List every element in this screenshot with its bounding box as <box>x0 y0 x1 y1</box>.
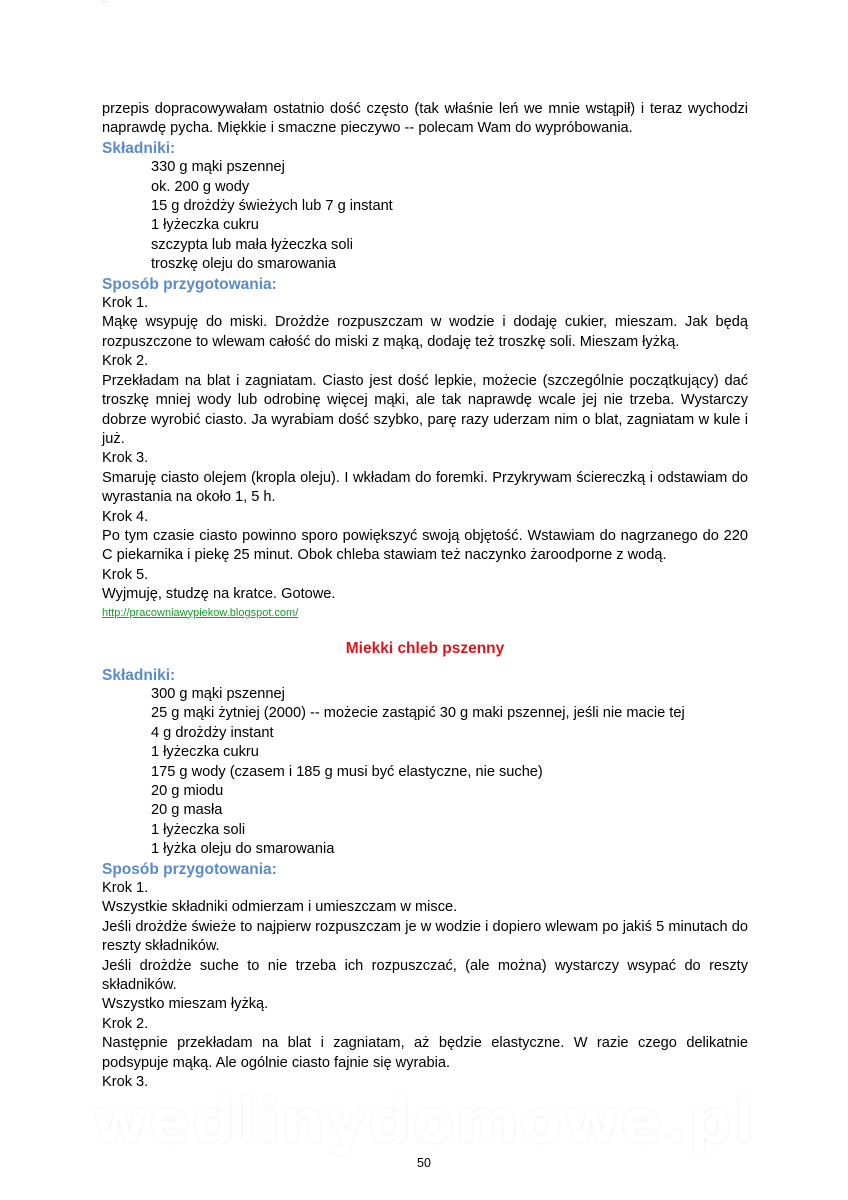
ingredient-item: 1 łyżeczka cukru <box>151 217 259 234</box>
intro-paragraph: przepis dopracowywałam ostatnio dość często (tak właśnie leń we mnie wstąpił) i teraz wychodzi naprawdę pycha. Miękkie i smaczne pieczywo -- polecam Wam do wypróbowania. <box>102 101 748 137</box>
step-text: Po tym czasie ciasto powinno sporo powiększyć swoją objętość. Wstawiam do nagrzanego do 220 C piekarnika i piekę 25 minut. Obok chleba stawiam też naczynko żaroodporne z wodą. <box>102 527 748 564</box>
step-label: Krok 4. <box>102 508 149 525</box>
header-mark: -- <box>102 0 108 6</box>
recipe-title: Miekki chleb pszenny <box>345 639 505 657</box>
step-text: Smaruję ciasto olejem (kropla oleju). I wkładam do foremki. Przykrywam ściereczką i odstawiam do wyrastania na około 1, 5 h. <box>102 469 748 506</box>
ingredient-item: ok. 200 g wody <box>151 178 250 195</box>
step-text: Jeśli drożdże świeże to najpierw rozpuszczam je w wodzie i dopiero wlewam po jakiś 5 minutach do reszty składników. <box>102 918 748 955</box>
step-label: Krok 1. <box>102 880 149 897</box>
watermark: wedlinydomowe.pl <box>91 1087 757 1157</box>
ingredient-item: troszkę oleju do smarowania <box>151 256 336 273</box>
step-text: Wszystko mieszam łyżką. <box>102 996 269 1013</box>
step-text: Jeśli drożdże suche to nie trzeba ich rozpuszczać, (ale można) wystarczy wsypać do reszty składników. <box>102 957 748 994</box>
method-heading-1: Sposób przygotowania: <box>102 275 277 293</box>
ingredient-item: 20 g miodu <box>151 783 224 799</box>
ingredient-item: 330 g mąki pszennej <box>151 159 285 176</box>
page-number: 50 <box>417 1156 431 1170</box>
step-text: Następnie przekładam na blat i zagniatam, aż będzie elastyczne. W razie czego delikatnie podsypuje mąką. Ale ogólnie ciasto fajnie się wyrabia. <box>102 1035 748 1071</box>
step-label: Krok 3. <box>102 1074 149 1091</box>
source-link[interactable]: http://pracowniawypiekow.blogspot.com/ <box>102 606 299 619</box>
ingredient-item: 1 łyżka oleju do smarowania <box>151 841 335 858</box>
ingredients-heading-2: Składniki: <box>102 666 176 684</box>
step-label: Krok 5. <box>102 566 149 583</box>
ingredient-item: szczypta lub mała łyżeczka soli <box>151 236 353 253</box>
step-text: Wszystkie składniki odmierzam i umieszczam w misce. <box>102 899 458 916</box>
step-label: Krok 1. <box>102 295 149 312</box>
step-text: Wyjmuję, studzę na kratce. Gotowe. <box>102 586 336 603</box>
step-label: Krok 2. <box>102 353 149 370</box>
page-content <box>102 100 748 1093</box>
ingredient-item: 25 g mąki żytniej (2000) -- możecie zastąpić 30 g maki pszennej, jeśli nie macie tej <box>151 705 685 722</box>
ingredients-list-2 <box>151 685 748 860</box>
step-label: Krok 3. <box>102 450 149 467</box>
step-label: Krok 2. <box>102 1015 149 1032</box>
ingredient-item: 1 łyżeczka soli <box>151 821 246 838</box>
ingredient-item: 300 g mąki pszennej <box>151 685 285 702</box>
ingredient-item: 4 g drożdży instant <box>151 724 274 741</box>
ingredients-list-1 <box>151 158 748 274</box>
ingredient-item: 175 g wody (czasem i 185 g musi być elastyczne, nie suche) <box>151 763 543 780</box>
step-text: Przekładam na blat i zagniatam. Ciasto jest dość lepkie, możecie (szczególnie początkujący) dać troszkę mniej wody lub odrobinę więcej mąki, ale tak naprawdę wcale jej nie trzeba. Wystarczy dobrze wyrobić ciasto. Ja wyrabiam dość szybko, parę razy uderzam nim o blat, zagniatam w kule i już. <box>102 372 748 447</box>
ingredient-item: 20 g masła <box>151 802 223 819</box>
ingredient-item: 15 g drożdży świeżych lub 7 g instant <box>151 198 393 215</box>
ingredients-heading-1: Składniki: <box>102 139 176 157</box>
step-text: Mąkę wsypuję do miski. Drożdże rozpuszczam w wodzie i dodaję cukier, mieszam. Jak będą rozpuszczone to wlewam całość do miski z mąką, dodaję też troszkę soli. Mieszam łyżką. <box>102 314 748 350</box>
ingredient-item: 1 łyżeczka cukru <box>151 744 259 761</box>
method-heading-2: Sposób przygotowania: <box>102 860 277 878</box>
